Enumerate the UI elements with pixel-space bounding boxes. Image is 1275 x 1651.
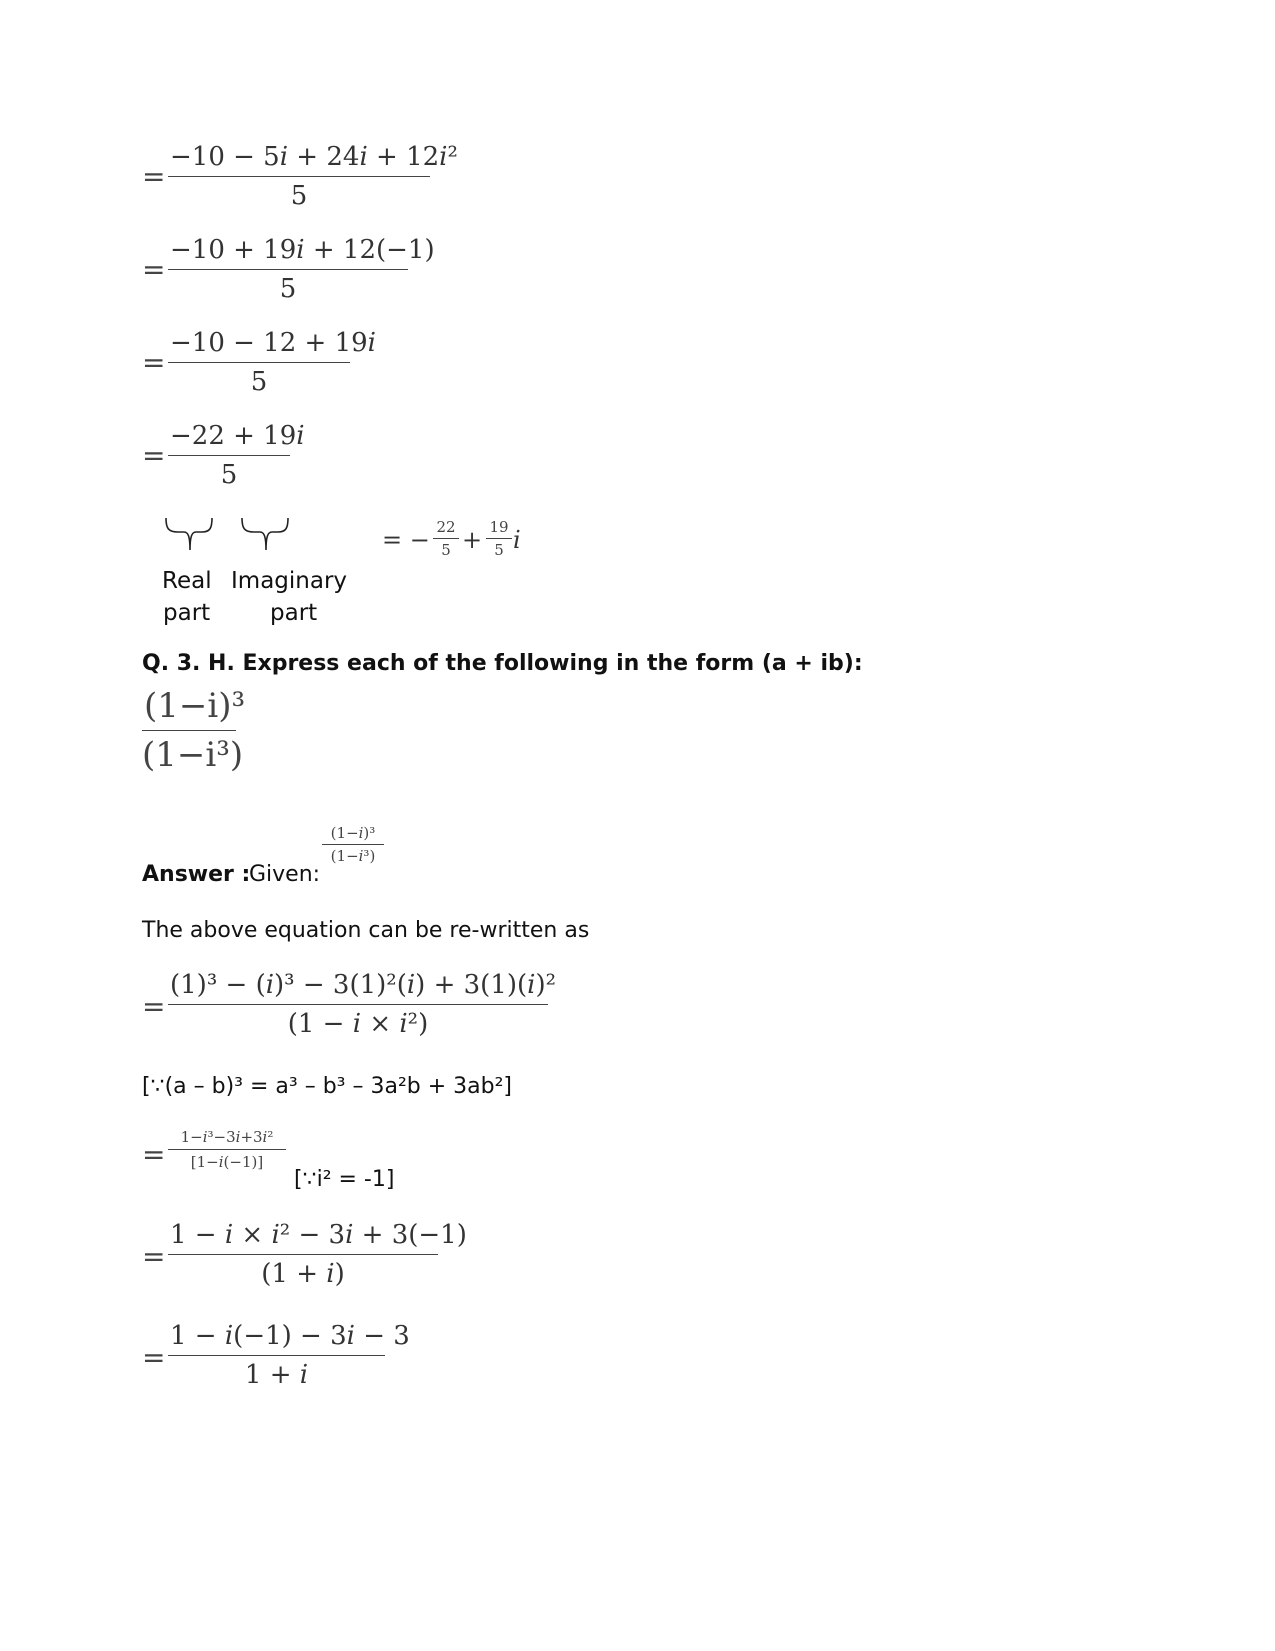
equals-sign: =: [142, 253, 166, 286]
numerator: 1 − 𝑖(−1) − 3𝑖 − 3: [170, 1321, 410, 1351]
denominator: 5: [279, 274, 297, 304]
numerator: (1)³ − (𝑖)³ − 3(1)²(𝑖) + 3(1)(𝑖)²: [170, 970, 557, 1000]
denominator: 5: [494, 541, 504, 559]
equals-sign: =: [142, 990, 166, 1023]
equals-sign: =: [142, 1341, 166, 1374]
denominator: 5: [250, 367, 268, 397]
step-fraction-2: [168, 235, 435, 304]
numerator: 19: [489, 518, 509, 536]
numerator: 1−𝑖³−3𝑖+3𝑖²: [180, 1128, 274, 1146]
numerator: −22 + 19𝑖: [170, 421, 305, 451]
denominator: (1 − 𝑖 × 𝑖²): [287, 1009, 429, 1039]
question-expression: [142, 686, 246, 775]
numerator: (1−i)³: [144, 686, 246, 726]
equals-sign: =: [142, 1138, 166, 1171]
answer-label: Answer :: [142, 862, 251, 887]
result-plus: +: [462, 526, 483, 554]
denominator: 5: [441, 541, 451, 559]
simplified-fraction-2: [168, 1321, 410, 1390]
underbrace-icon: [160, 516, 300, 566]
numerator: 1 − 𝑖 × 𝑖² − 3𝑖 + 3(−1): [170, 1220, 467, 1250]
denominator: 5: [220, 460, 238, 490]
rewrite-text: The above equation can be re-written as: [142, 918, 590, 943]
simplified-fraction-1: [168, 1220, 467, 1289]
question-heading: Q. 3. H. Express each of the following in the form (a + ib):: [142, 651, 863, 676]
given-label: Given:: [249, 862, 321, 887]
cube-identity: [∵(a – b)³ = a³ – b³ – 3a²b + 3ab²]: [142, 1074, 513, 1099]
denominator: (1−i³): [142, 735, 244, 775]
real-label-line2: part: [163, 600, 211, 626]
numerator: −10 − 5𝑖 + 24𝑖 + 12𝑖²: [170, 142, 458, 172]
step-fraction-4: [168, 421, 305, 490]
denominator: 5: [290, 181, 308, 211]
numerator: 22: [436, 518, 456, 536]
equals-sign: =: [142, 1240, 166, 1273]
given-fraction: [322, 824, 384, 865]
result-fraction-1: [433, 518, 459, 559]
result-prefix: = −: [382, 526, 430, 554]
result-fraction-2: [486, 518, 512, 559]
equals-sign: =: [142, 160, 166, 193]
denominator: (1 + 𝑖): [261, 1259, 345, 1289]
real-label: Real: [162, 568, 212, 594]
numerator: (1−𝑖)³: [330, 824, 376, 842]
equals-sign: =: [142, 346, 166, 379]
result-suffix: 𝑖: [513, 526, 521, 554]
substitution-fraction: [168, 1128, 286, 1171]
step-fraction-3: [168, 328, 376, 397]
expansion-fraction: [168, 970, 557, 1039]
i-squared-note: [∵i² = -1]: [294, 1167, 395, 1192]
denominator: 1 + 𝑖: [244, 1360, 309, 1390]
equals-sign: =: [142, 439, 166, 472]
numerator: −10 + 19𝑖 + 12(−1): [170, 235, 435, 265]
numerator: −10 − 12 + 19𝑖: [170, 328, 376, 358]
imaginary-label: Imaginary: [231, 568, 348, 594]
denominator: (1−𝑖³): [330, 847, 376, 865]
denominator: [1−𝑖(−1)]: [190, 1153, 264, 1171]
step-fraction-1: [168, 142, 458, 211]
imaginary-label-line2: part: [270, 600, 318, 626]
